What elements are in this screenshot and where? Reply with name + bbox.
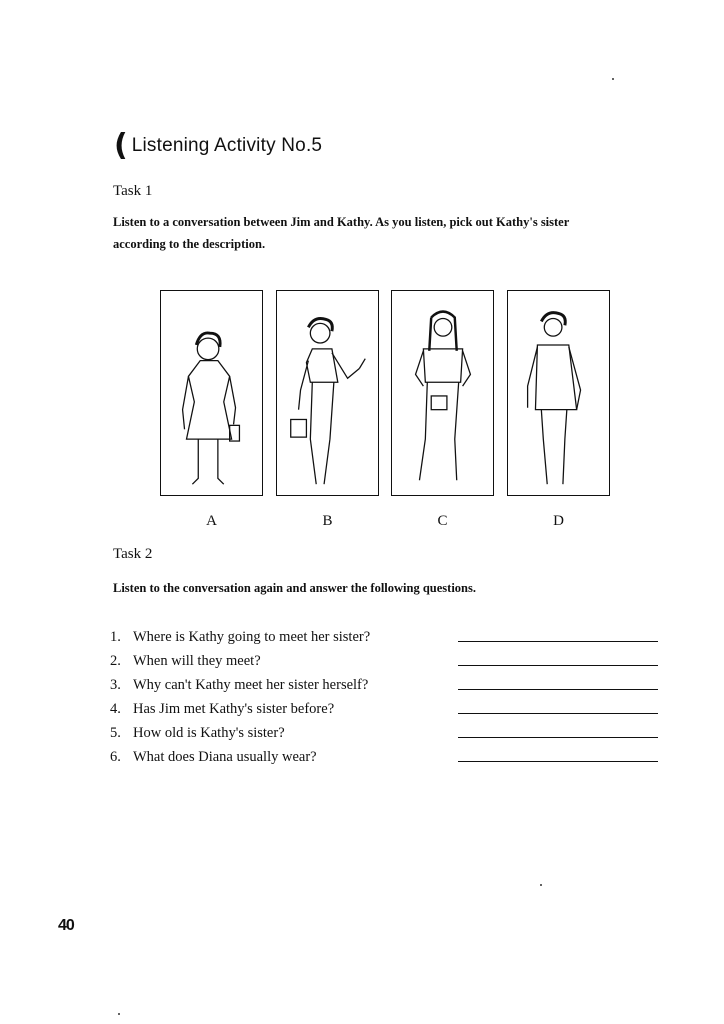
question-row <box>110 720 662 742</box>
question-text: Has Jim met Kathy's sister before? <box>133 701 335 717</box>
long-haired-woman-holding-book-illustration <box>392 291 493 495</box>
title-bracket-mark: ( <box>114 128 128 163</box>
question-number: 3. <box>110 677 121 693</box>
question-text: What does Diana usually wear? <box>133 749 317 765</box>
question-text: Why can't Kathy meet her sister herself? <box>133 677 369 693</box>
question-number: 2. <box>110 653 121 669</box>
scan-speck <box>540 884 542 886</box>
question-text: Where is Kathy going to meet her sister? <box>133 629 371 645</box>
answer-line[interactable] <box>458 641 658 642</box>
scan-speck <box>612 78 614 80</box>
figure-panel-b <box>276 290 379 496</box>
answer-line[interactable] <box>458 713 658 714</box>
scan-speck <box>118 1013 120 1015</box>
task1-instruction-line2: according to the description. <box>113 237 266 251</box>
question-row <box>110 648 662 670</box>
task2-heading: Task 2 <box>113 546 153 562</box>
question-text: How old is Kathy's sister? <box>133 725 285 741</box>
figure-label-b: B <box>322 513 333 529</box>
answer-line[interactable] <box>458 665 658 666</box>
question-row <box>110 744 662 766</box>
question-number: 4. <box>110 701 121 717</box>
woman-in-dress-with-handbag-illustration <box>161 291 262 495</box>
question-row <box>110 624 662 646</box>
page-number: 40 <box>58 917 74 934</box>
woman-in-jacket-and-shorts-illustration <box>508 291 609 495</box>
question-number: 1. <box>110 629 121 645</box>
figure-label-d: D <box>553 513 564 529</box>
figure-label-c: C <box>437 513 448 529</box>
task2-instruction: Listen to the conversation again and answer the following questions. <box>113 581 476 595</box>
activity-title <box>114 130 322 162</box>
task1-instruction-line1: Listen to a conversation between Jim and Kathy. As you listen, pick out Kathy's sister <box>113 215 570 229</box>
answer-line[interactable] <box>458 761 658 762</box>
task1-heading: Task 1 <box>113 183 153 199</box>
question-row <box>110 696 662 718</box>
figure-panel-a <box>160 290 263 496</box>
woman-waving-with-bag-illustration <box>277 291 378 495</box>
answer-line[interactable] <box>458 737 658 738</box>
question-number: 5. <box>110 725 121 741</box>
question-text: When will they meet? <box>133 653 261 669</box>
question-number: 6. <box>110 749 121 765</box>
figure-panel-c <box>391 290 494 496</box>
figure-label-a: A <box>206 513 217 529</box>
answer-line[interactable] <box>458 689 658 690</box>
figure-panel-d <box>507 290 610 496</box>
question-row <box>110 672 662 694</box>
title-text: Listening Activity No.5 <box>131 135 323 156</box>
